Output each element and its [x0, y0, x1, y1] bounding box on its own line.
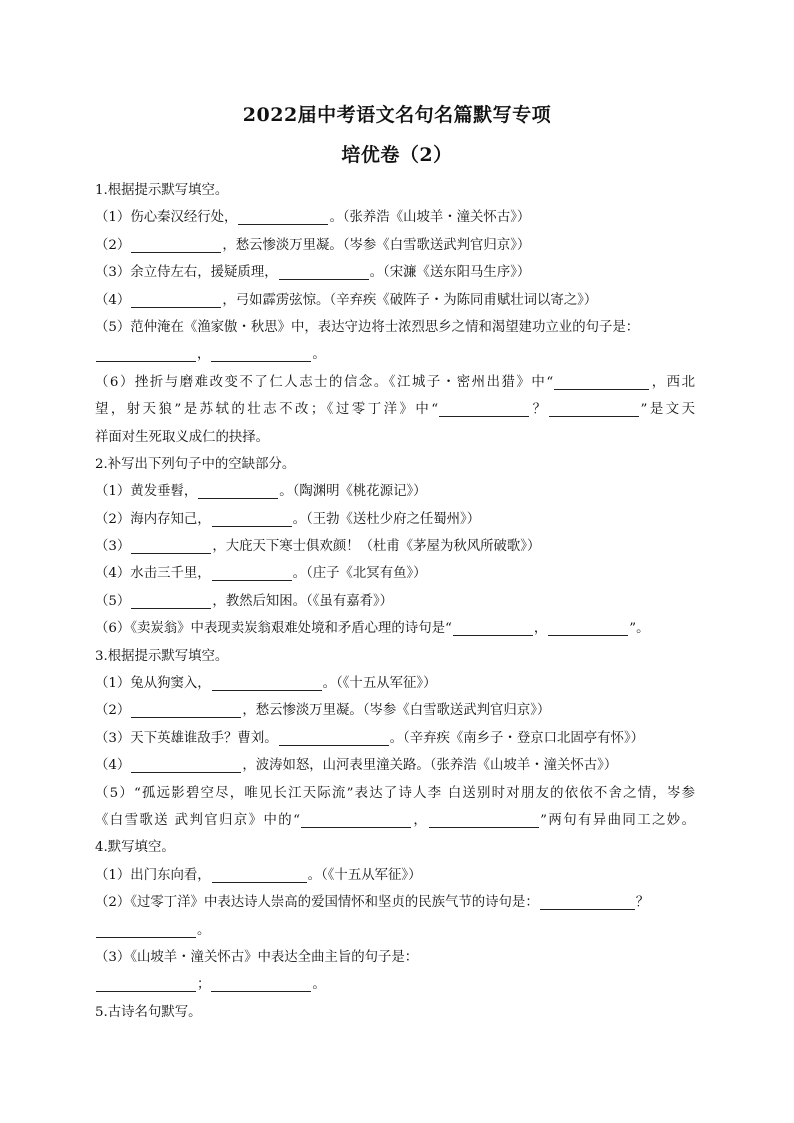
answer-blank[interactable]	[554, 373, 649, 390]
answer-blank[interactable]	[301, 811, 411, 828]
question-line: （2）海内存知己， 。（王勃《送杜少府之任蜀州》）	[95, 511, 481, 527]
answer-blank[interactable]	[131, 592, 211, 609]
question-line: （3） ，大庇天下寒士俱欢颜！（杜甫《茅屋为秋风所破歌》）	[95, 539, 541, 555]
answer-blank[interactable]	[131, 756, 241, 773]
answer-blank[interactable]	[211, 345, 311, 362]
question-heading: 1.根据提示默写填空。	[95, 183, 229, 198]
question-line: （2） ，愁云惨淡万里凝。（岑参《白雪歌送武判官归京》）	[95, 237, 531, 253]
answer-blank[interactable]	[96, 975, 196, 992]
question-line: （4） ，波涛如怒，山河表里潼关路。（张养浩《山坡羊・潼关怀古》）	[95, 758, 618, 774]
answer-blank[interactable]	[212, 866, 307, 883]
answer-blank[interactable]	[96, 921, 196, 938]
question-line: （5）范仲淹在《渔家傲・秋思》中，表达守边将士浓烈思乡之情和渴望建功立业的句子是：	[95, 319, 640, 335]
question-line: （2） ，愁云惨淡万里凝。（岑参《白雪歌送武判官归京》）	[95, 703, 551, 719]
question-line: （3）余立侍左右，援疑质理， 。（宋濂《送东阳马生序》）	[95, 265, 531, 281]
answer-blank[interactable]	[238, 208, 328, 225]
answer-blank[interactable]	[131, 291, 221, 308]
question-line: 。	[95, 917, 695, 944]
answer-blank[interactable]	[131, 537, 211, 554]
answer-blank[interactable]	[212, 510, 292, 527]
question-line: （5） ，教然后知困。（《虽有嘉肴》）	[95, 593, 394, 609]
document-title: 2022届中考语文名句名篇默写专项	[242, 104, 552, 126]
question-line: （1）出门东向看， 。（《十五从军征》）	[95, 867, 422, 883]
document-subtitle: 培优卷（2）	[341, 144, 453, 166]
question-heading: 5.古诗名句默写。	[95, 1004, 202, 1020]
question-line: （6）《卖炭翁》中表现卖炭翁艰难处境和矛盾心理的诗句是“ ， ”。	[95, 621, 650, 637]
answer-blank[interactable]	[96, 345, 196, 362]
question-line: 《白雪歌送 武判官归京》中的“ ， ”两句有异曲同工之妙。	[95, 812, 695, 828]
question-line: （4）水击三千里， 。（庄子《北冥有鱼》）	[95, 566, 427, 582]
question-line: （6）挫折与磨难改变不了仁人志士的信念。《江城子・密州出猎》中“ ，西北	[95, 374, 696, 390]
answer-blank[interactable]	[439, 400, 529, 417]
question-heading: 2.补写出下列句子中的空缺部分。	[95, 456, 296, 472]
answer-blank[interactable]	[548, 619, 628, 636]
answer-blank[interactable]	[212, 564, 292, 581]
answer-blank[interactable]	[540, 893, 635, 910]
question-line: （4） ，弓如霹雳弦惊。（辛弃疾《破阵子・为陈同甫赋壮词以寄之》）	[95, 292, 598, 308]
answer-blank[interactable]	[212, 674, 322, 691]
answer-blank[interactable]	[131, 236, 221, 253]
answer-blank[interactable]	[429, 811, 539, 828]
question-line: 祥面对生死取义成仁的抉择。	[95, 429, 270, 445]
question-line: （1）兔从狗窦入， 。（《十五从军征》）	[95, 676, 437, 692]
answer-blank[interactable]	[198, 482, 278, 499]
answer-blank[interactable]	[453, 619, 533, 636]
question-heading: 3.根据提示默写填空。	[95, 648, 229, 664]
question-line: （1）伤心秦汉经行处， 。（张养浩《山坡羊・潼关怀古》）	[95, 210, 531, 226]
question-list	[95, 177, 695, 1026]
question-line: ， 。	[95, 341, 695, 368]
question-heading: 4.默写填空。	[95, 840, 175, 856]
question-line: 望，射天狼”是苏轼的壮志不改；《过零丁洋》中“ ？ ”是文天	[95, 402, 695, 418]
answer-blank[interactable]	[211, 975, 311, 992]
question-line: （1）黄发垂髫， 。（陶渊明《桃花源记》）	[95, 484, 427, 500]
answer-blank[interactable]	[549, 400, 639, 417]
answer-blank[interactable]	[279, 263, 369, 280]
question-line: （3）天下英雄谁敌手？曹刘。 。（辛弃疾《南乡子・登京口北固亭有怀》）	[95, 730, 645, 746]
question-line: （3）《山坡羊・潼关怀古》中表达全曲主旨的句子是：	[95, 949, 419, 965]
question-line: （5）“孤远影碧空尽，唯见长江天际流”表达了诗人李 白送别时对朋友的依依不舍之情，岑参	[95, 785, 695, 801]
answer-blank[interactable]	[279, 729, 389, 746]
question-line: ； 。	[95, 971, 695, 998]
question-line: （2）《过零丁洋》中表达诗人崇高的爱国情怀和坚贞的民族气节的诗句是： ？	[95, 895, 650, 911]
answer-blank[interactable]	[131, 701, 241, 718]
